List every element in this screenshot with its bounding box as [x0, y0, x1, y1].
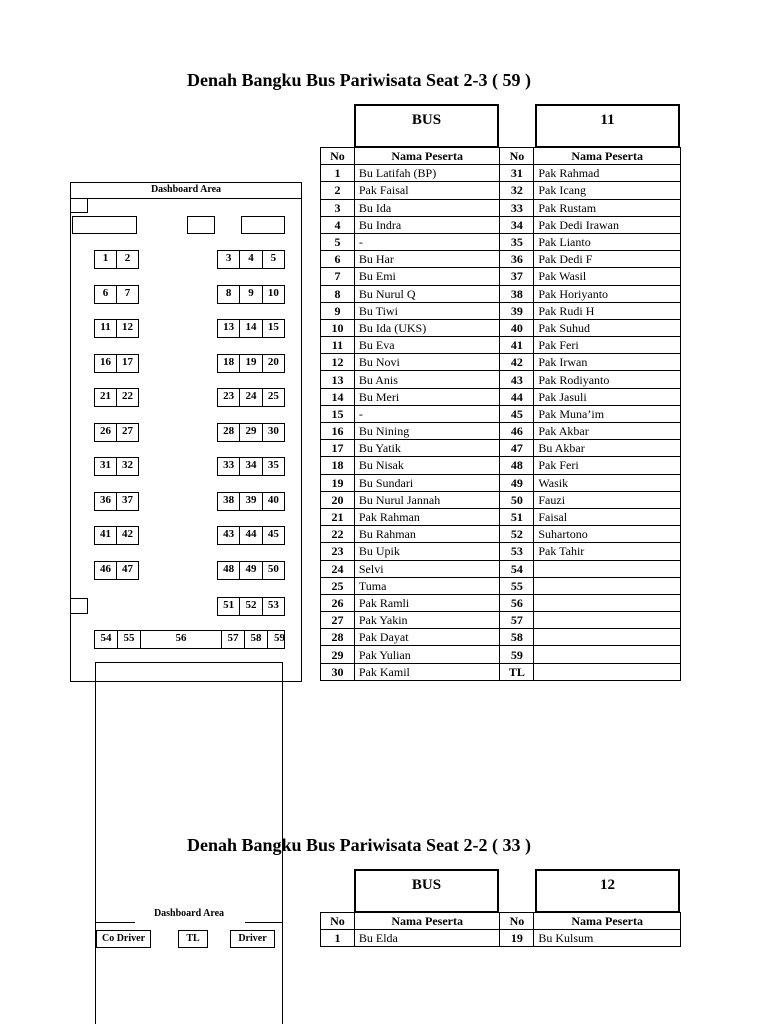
table-row — [321, 629, 681, 646]
seat-group-back-row — [94, 630, 285, 649]
seat: 24 — [240, 389, 262, 406]
header-nama: Nama Peserta — [534, 913, 681, 930]
seat: 22 — [122, 390, 133, 402]
participant-name: Pak Rustam — [534, 199, 681, 216]
row-number: 43 — [500, 371, 534, 388]
dashboard-divider — [70, 198, 302, 199]
seat: 1 — [95, 251, 117, 268]
seat: 51 — [218, 598, 240, 615]
seat: 31 — [95, 458, 117, 475]
participant-name: Bu Ida (UKS) — [354, 319, 500, 336]
co-driver-seat: Co Driver — [96, 930, 151, 948]
row-number: 56 — [500, 594, 534, 611]
row-number: 48 — [500, 457, 534, 474]
participant-name: Pak Icang — [534, 182, 681, 199]
row-number: 20 — [321, 491, 355, 508]
row-number: 50 — [500, 491, 534, 508]
seat-group-right — [217, 561, 285, 580]
seat: 7 — [124, 287, 131, 299]
page-title-bus33: Denah Bangku Bus Pariwisata Seat 2-2 ( 33 ) — [187, 835, 532, 855]
table-header-row — [321, 913, 681, 930]
row-number: 41 — [500, 337, 534, 354]
row-number: TL — [500, 663, 534, 680]
seat-group-right — [217, 285, 285, 304]
seat-group-right — [217, 526, 285, 545]
seat: 12 — [122, 321, 133, 333]
row-number: 53 — [500, 543, 534, 560]
table-row — [321, 457, 681, 474]
front-seat-left — [72, 216, 137, 234]
seat: 27 — [122, 425, 133, 437]
seat: 48 — [218, 562, 240, 579]
participant-name: Bu Sundari — [354, 474, 500, 491]
seat: 23 — [218, 389, 240, 406]
bus-number: 12 — [600, 877, 615, 893]
seat: 6 — [95, 286, 117, 303]
participant-name: Bu Akbar — [534, 440, 681, 457]
row-number: 26 — [321, 594, 355, 611]
row-number: 37 — [500, 268, 534, 285]
seat: 35 — [267, 459, 279, 471]
seat-group-left — [94, 561, 139, 580]
row-number: 46 — [500, 423, 534, 440]
seat-group-left — [94, 285, 139, 304]
row-number: 1 — [321, 930, 355, 947]
header-nama: Nama Peserta — [534, 148, 681, 165]
row-number: 21 — [321, 508, 355, 525]
participant-name: Pak Kamil — [354, 663, 500, 680]
table-row — [321, 440, 681, 457]
seat: 16 — [95, 355, 117, 372]
page-title-bus59: Denah Bangku Bus Pariwisata Seat 2-3 ( 59 ) — [187, 70, 532, 90]
seat: 44 — [240, 527, 262, 544]
seat: 13 — [218, 320, 240, 337]
front-seat-right — [241, 216, 285, 234]
driver-seat: Driver — [230, 930, 275, 948]
roster-table-bus59 — [320, 147, 681, 681]
seat-group-right — [217, 354, 285, 373]
table-row — [321, 302, 681, 319]
participant-name: Pak Lianto — [534, 233, 681, 250]
seat: 40 — [267, 494, 279, 506]
seat: 54 — [95, 631, 118, 648]
seat-group-left — [94, 354, 139, 373]
bus-number-box — [535, 104, 680, 148]
row-number: 15 — [321, 405, 355, 422]
participant-name: Suhartono — [534, 526, 681, 543]
seat: 33 — [218, 458, 240, 475]
seat-group-right — [217, 597, 285, 616]
seat-group-left — [94, 388, 139, 407]
participant-name: Pak Muna’im — [534, 405, 681, 422]
row-number: 52 — [500, 526, 534, 543]
seat: 58 — [245, 631, 268, 648]
participant-name: Selvi — [354, 560, 500, 577]
seat: 42 — [122, 528, 133, 540]
seat-group-left — [94, 319, 139, 338]
participant-name: Pak Wasil — [534, 268, 681, 285]
participant-name: Bu Novi — [354, 354, 500, 371]
participant-name: Pak Suhud — [534, 319, 681, 336]
table-row — [321, 285, 681, 302]
participant-name: Bu Emi — [354, 268, 500, 285]
participant-name: Fauzi — [534, 491, 681, 508]
dashboard-line-left — [95, 922, 135, 923]
row-number: 51 — [500, 508, 534, 525]
row-number: 7 — [321, 268, 355, 285]
row-number: 55 — [500, 577, 534, 594]
participant-name: Bu Nurul Jannah — [354, 491, 500, 508]
seat-group-left — [94, 492, 139, 511]
participant-name — [534, 646, 681, 663]
participant-name — [534, 612, 681, 629]
participant-name: - — [354, 233, 500, 250]
participant-name: Pak Dayat — [354, 629, 500, 646]
participant-name — [534, 560, 681, 577]
seat: 14 — [240, 320, 262, 337]
seat: 43 — [218, 527, 240, 544]
row-number: 3 — [321, 199, 355, 216]
header-no: No — [500, 913, 534, 930]
participant-name: Pak Faisal — [354, 182, 500, 199]
row-number: 27 — [321, 612, 355, 629]
row-number: 49 — [500, 474, 534, 491]
participant-name: Pak Feri — [534, 457, 681, 474]
table-row — [321, 594, 681, 611]
seat: 53 — [267, 599, 279, 611]
front-seat-middle — [187, 216, 215, 234]
row-number: 38 — [500, 285, 534, 302]
seat: 52 — [240, 598, 262, 615]
row-number: 28 — [321, 629, 355, 646]
row-number: 29 — [321, 646, 355, 663]
table-row — [321, 268, 681, 285]
seat: 56 — [141, 631, 222, 648]
table-row — [321, 646, 681, 663]
table-row — [321, 474, 681, 491]
row-number: 19 — [500, 930, 534, 947]
seat-group-left — [94, 423, 139, 442]
participant-name: Pak Ramli — [354, 594, 500, 611]
seat: 37 — [122, 494, 133, 506]
seat: 18 — [218, 355, 240, 372]
participant-name: Bu Elda — [354, 930, 500, 947]
seat-group-left — [94, 250, 139, 269]
row-number: 47 — [500, 440, 534, 457]
participant-name: - — [354, 405, 500, 422]
participant-name: Bu Ida — [354, 199, 500, 216]
participant-name: Pak Rodiyanto — [534, 371, 681, 388]
seat: 26 — [95, 424, 117, 441]
row-number: 14 — [321, 388, 355, 405]
seat-group-right — [217, 457, 285, 476]
table-row — [321, 371, 681, 388]
participant-name: Pak Horiyanto — [534, 285, 681, 302]
participant-name: Pak Rahmad — [534, 165, 681, 182]
seat: 59 — [274, 632, 285, 644]
seat: 29 — [240, 424, 262, 441]
seat: 15 — [267, 321, 279, 333]
participant-name: Bu Anis — [354, 371, 500, 388]
seat: 20 — [267, 356, 279, 368]
row-number: 25 — [321, 577, 355, 594]
participant-name: Pak Dedi F — [534, 251, 681, 268]
row-number: 2 — [321, 182, 355, 199]
row-number: 33 — [500, 199, 534, 216]
participant-name: Pak Dedi Irawan — [534, 216, 681, 233]
row-number: 19 — [321, 474, 355, 491]
seat-group-right — [217, 319, 285, 338]
table-row — [321, 663, 681, 680]
row-number: 11 — [321, 337, 355, 354]
table-header-row — [321, 148, 681, 165]
seat: 32 — [122, 459, 133, 471]
seat-group-right — [217, 423, 285, 442]
dashboard-label: Dashboard Area — [150, 184, 222, 195]
participant-name: Faisal — [534, 508, 681, 525]
seat: 46 — [95, 562, 117, 579]
participant-name: Pak Yulian — [354, 646, 500, 663]
seat: 34 — [240, 458, 262, 475]
bus-label-box — [354, 104, 499, 148]
participant-name — [534, 577, 681, 594]
participant-name — [534, 629, 681, 646]
header-no: No — [500, 148, 534, 165]
participant-name — [534, 663, 681, 680]
participant-name: Bu Nining — [354, 423, 500, 440]
participant-name: Bu Upik — [354, 543, 500, 560]
participant-name: Pak Tahir — [534, 543, 681, 560]
participant-name: Pak Yakin — [354, 612, 500, 629]
participant-name: Bu Har — [354, 251, 500, 268]
table-row — [321, 354, 681, 371]
dashboard-line-right — [245, 922, 283, 923]
table-row — [321, 508, 681, 525]
seat-group-right — [217, 250, 285, 269]
participant-name: Bu Yatik — [354, 440, 500, 457]
row-number: 4 — [321, 216, 355, 233]
participant-name: Pak Jasuli — [534, 388, 681, 405]
participant-name: Pak Rudi H — [534, 302, 681, 319]
participant-name: Bu Tiwi — [354, 302, 500, 319]
seat: 5 — [270, 252, 277, 264]
row-number: 1 — [321, 165, 355, 182]
row-number: 16 — [321, 423, 355, 440]
table-row — [321, 337, 681, 354]
row-number: 57 — [500, 612, 534, 629]
seat: 17 — [122, 356, 133, 368]
participant-name: Wasik — [534, 474, 681, 491]
participant-name: Bu Eva — [354, 337, 500, 354]
row-number: 23 — [321, 543, 355, 560]
dashboard-label-bus33: Dashboard Area — [153, 908, 225, 919]
seat: 47 — [122, 563, 133, 575]
row-number: 18 — [321, 457, 355, 474]
participant-name: Pak Irwan — [534, 354, 681, 371]
seat: 45 — [267, 528, 279, 540]
row-number: 36 — [500, 251, 534, 268]
row-number: 22 — [321, 526, 355, 543]
row-number: 58 — [500, 629, 534, 646]
row-number: 30 — [321, 663, 355, 680]
row-number: 54 — [500, 560, 534, 577]
table-row — [321, 388, 681, 405]
seat: 9 — [240, 286, 262, 303]
row-number: 35 — [500, 233, 534, 250]
seat: 36 — [95, 493, 117, 510]
table-row — [321, 199, 681, 216]
bus-label-box — [354, 869, 499, 913]
table-row — [321, 251, 681, 268]
table-row — [321, 560, 681, 577]
participant-name: Bu Latifah (BP) — [354, 165, 500, 182]
seat: 19 — [240, 355, 262, 372]
seat: 10 — [267, 287, 279, 299]
seat: 41 — [95, 527, 117, 544]
participant-name: Bu Rahman — [354, 526, 500, 543]
table-row — [321, 182, 681, 199]
bus-label: BUS — [411, 112, 442, 128]
participant-name: Tuma — [354, 577, 500, 594]
row-number: 39 — [500, 302, 534, 319]
header-no: No — [321, 913, 355, 930]
seat: 38 — [218, 493, 240, 510]
bus-number-box — [535, 869, 680, 913]
participant-name: Bu Nurul Q — [354, 285, 500, 302]
seat-group-left — [94, 457, 139, 476]
seat: 39 — [240, 493, 262, 510]
row-number: 32 — [500, 182, 534, 199]
seat-group-left — [94, 526, 139, 545]
seat: 30 — [267, 425, 279, 437]
seat-group-right — [217, 388, 285, 407]
row-number: 5 — [321, 233, 355, 250]
door-marker-front — [70, 198, 88, 213]
row-number: 13 — [321, 371, 355, 388]
participant-name: Bu Kulsum — [534, 930, 681, 947]
row-number: 8 — [321, 285, 355, 302]
participant-name: Bu Nisak — [354, 457, 500, 474]
table-row — [321, 233, 681, 250]
row-number: 44 — [500, 388, 534, 405]
table-row — [321, 526, 681, 543]
roster-table-bus33 — [320, 912, 681, 947]
row-number: 59 — [500, 646, 534, 663]
row-number: 17 — [321, 440, 355, 457]
participant-name: Pak Rahman — [354, 508, 500, 525]
seat: 50 — [267, 563, 279, 575]
participant-name: Bu Indra — [354, 216, 500, 233]
seat: 57 — [222, 631, 245, 648]
row-number: 45 — [500, 405, 534, 422]
seat: 21 — [95, 389, 117, 406]
row-number: 12 — [321, 354, 355, 371]
seat: 55 — [118, 631, 141, 648]
seat: 25 — [267, 390, 279, 402]
table-row — [321, 612, 681, 629]
seat: 8 — [218, 286, 240, 303]
row-number: 6 — [321, 251, 355, 268]
bus-label: BUS — [411, 877, 442, 893]
row-number: 9 — [321, 302, 355, 319]
row-number: 10 — [321, 319, 355, 336]
header-nama: Nama Peserta — [354, 148, 500, 165]
bus-number: 11 — [600, 112, 615, 128]
participant-name — [534, 594, 681, 611]
door-marker-rear — [70, 598, 88, 614]
seat: 2 — [124, 252, 131, 264]
table-row — [321, 930, 681, 947]
table-row — [321, 543, 681, 560]
row-number: 40 — [500, 319, 534, 336]
seat: 4 — [240, 251, 262, 268]
seat: 28 — [218, 424, 240, 441]
table-row — [321, 216, 681, 233]
row-number: 24 — [321, 560, 355, 577]
table-row — [321, 319, 681, 336]
seat: 11 — [95, 320, 117, 337]
participant-name: Pak Akbar — [534, 423, 681, 440]
row-number: 34 — [500, 216, 534, 233]
header-nama: Nama Peserta — [354, 913, 500, 930]
participant-name: Bu Meri — [354, 388, 500, 405]
seat: 49 — [240, 562, 262, 579]
header-no: No — [321, 148, 355, 165]
row-number: 31 — [500, 165, 534, 182]
table-row — [321, 423, 681, 440]
tl-seat: TL — [178, 930, 208, 948]
table-row — [321, 165, 681, 182]
participant-name: Pak Feri — [534, 337, 681, 354]
row-number: 42 — [500, 354, 534, 371]
table-row — [321, 491, 681, 508]
table-row — [321, 577, 681, 594]
seat-group-right — [217, 492, 285, 511]
table-row — [321, 405, 681, 422]
seat: 3 — [218, 251, 240, 268]
